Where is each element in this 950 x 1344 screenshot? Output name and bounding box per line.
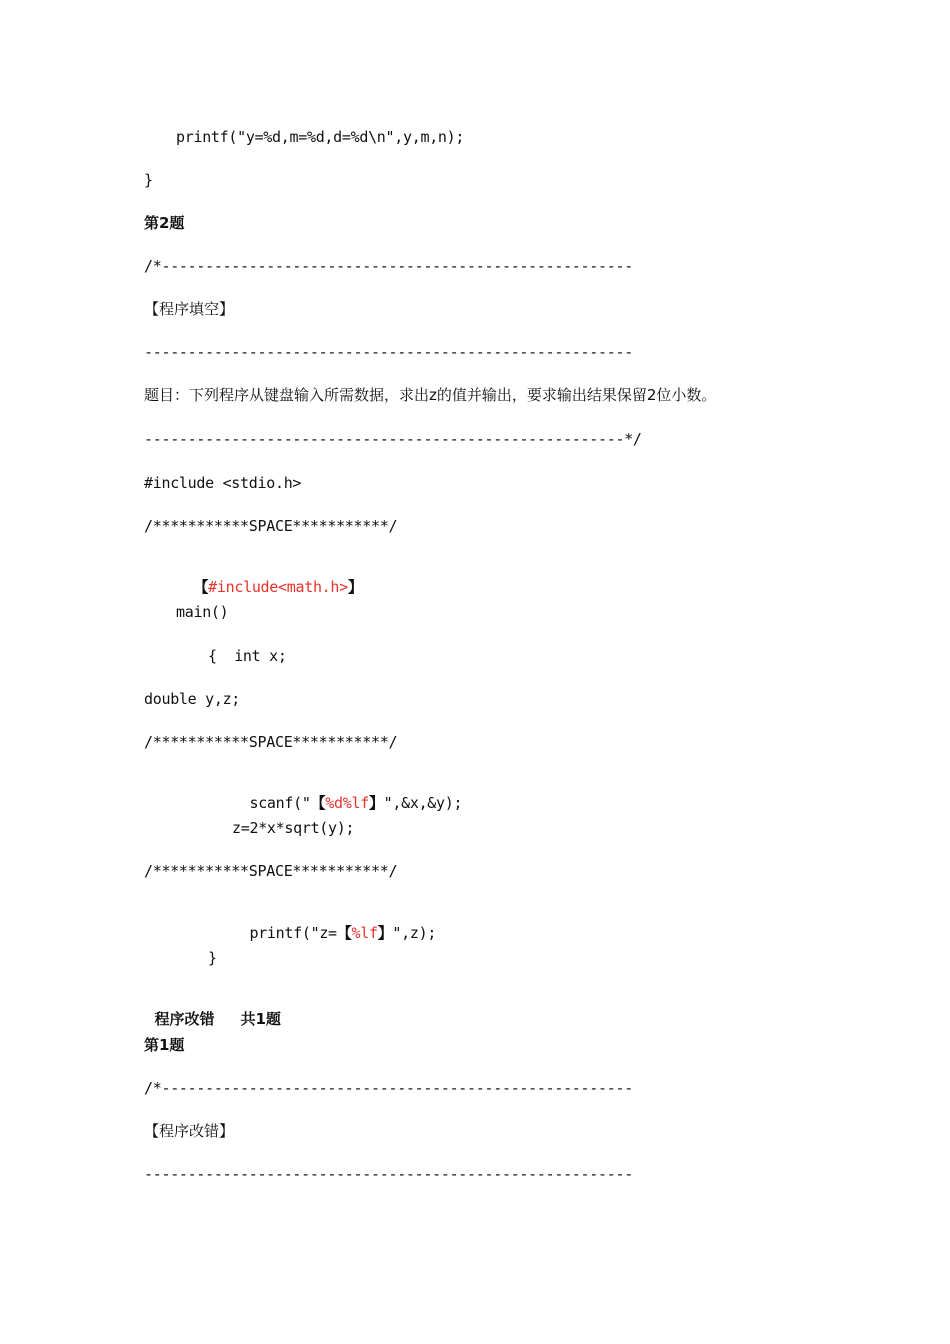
include-stdio-line: #include <stdio.h> bbox=[144, 474, 302, 492]
scanf-line bbox=[232, 776, 462, 812]
divider-line: -------------------------------------------------------- bbox=[144, 343, 633, 361]
printf-z-line bbox=[232, 906, 436, 942]
question-prompt: 题目：下列程序从键盘输入所需数据，求出z的值并输出，要求输出结果保留2位小数。 bbox=[144, 386, 717, 404]
blank-1-open-bracket: 【 bbox=[193, 578, 209, 596]
closing-brace: } bbox=[144, 171, 153, 189]
fix-divider-line: -------------------------------------------------------- bbox=[144, 1165, 633, 1183]
space-marker-2: /***********SPACE***********/ bbox=[144, 733, 398, 751]
brace-int-declaration: { int x; bbox=[208, 647, 287, 665]
blank-1-answer: #include<math.h> bbox=[208, 578, 348, 596]
section-fix-title: 程序改错 bbox=[154, 1010, 215, 1028]
section-fix-heading bbox=[144, 992, 281, 1028]
blank-3-close-bracket: 】 bbox=[377, 924, 393, 942]
main-closing-brace: } bbox=[208, 949, 217, 967]
blank-3-answer: %lf bbox=[351, 924, 378, 942]
blank-1-line bbox=[176, 560, 363, 596]
comment-end-line: -------------------------------------------------------*/ bbox=[144, 430, 642, 448]
assignment-line: z=2*x*sqrt(y); bbox=[232, 819, 355, 837]
space-marker-1: /***********SPACE***********/ bbox=[144, 517, 398, 535]
section-label-fill-blank: 【程序填空】 bbox=[144, 300, 235, 318]
scanf-suffix: ",&x,&y); bbox=[383, 794, 463, 812]
printf-z-prefix: printf("z= bbox=[249, 924, 337, 942]
blank-2-open-bracket: 【 bbox=[310, 794, 326, 812]
blank-3-open-bracket: 【 bbox=[336, 924, 352, 942]
fix-question-1-heading: 第1题 bbox=[144, 1036, 185, 1054]
blank-1-close-bracket: 】 bbox=[347, 578, 363, 596]
printf-code-line: printf("y=%d,m=%d,d=%d\n",y,m,n); bbox=[176, 128, 465, 146]
fix-comment-start-line: /*------------------------------------------------------ bbox=[144, 1079, 633, 1097]
section-fix-count: 共1题 bbox=[240, 1010, 281, 1028]
scanf-prefix: scanf(" bbox=[249, 794, 311, 812]
comment-start-line: /*------------------------------------------------------ bbox=[144, 257, 633, 275]
blank-2-answer: %d%lf bbox=[325, 794, 369, 812]
space-marker-3: /***********SPACE***********/ bbox=[144, 862, 398, 880]
section-label-fix: 【程序改错】 bbox=[144, 1122, 235, 1140]
main-function-line: main() bbox=[176, 603, 229, 621]
double-declaration: double y,z; bbox=[144, 690, 241, 708]
question-2-heading: 第2题 bbox=[144, 214, 185, 232]
printf-z-suffix: ",z); bbox=[392, 924, 437, 942]
blank-2-close-bracket: 】 bbox=[368, 794, 384, 812]
